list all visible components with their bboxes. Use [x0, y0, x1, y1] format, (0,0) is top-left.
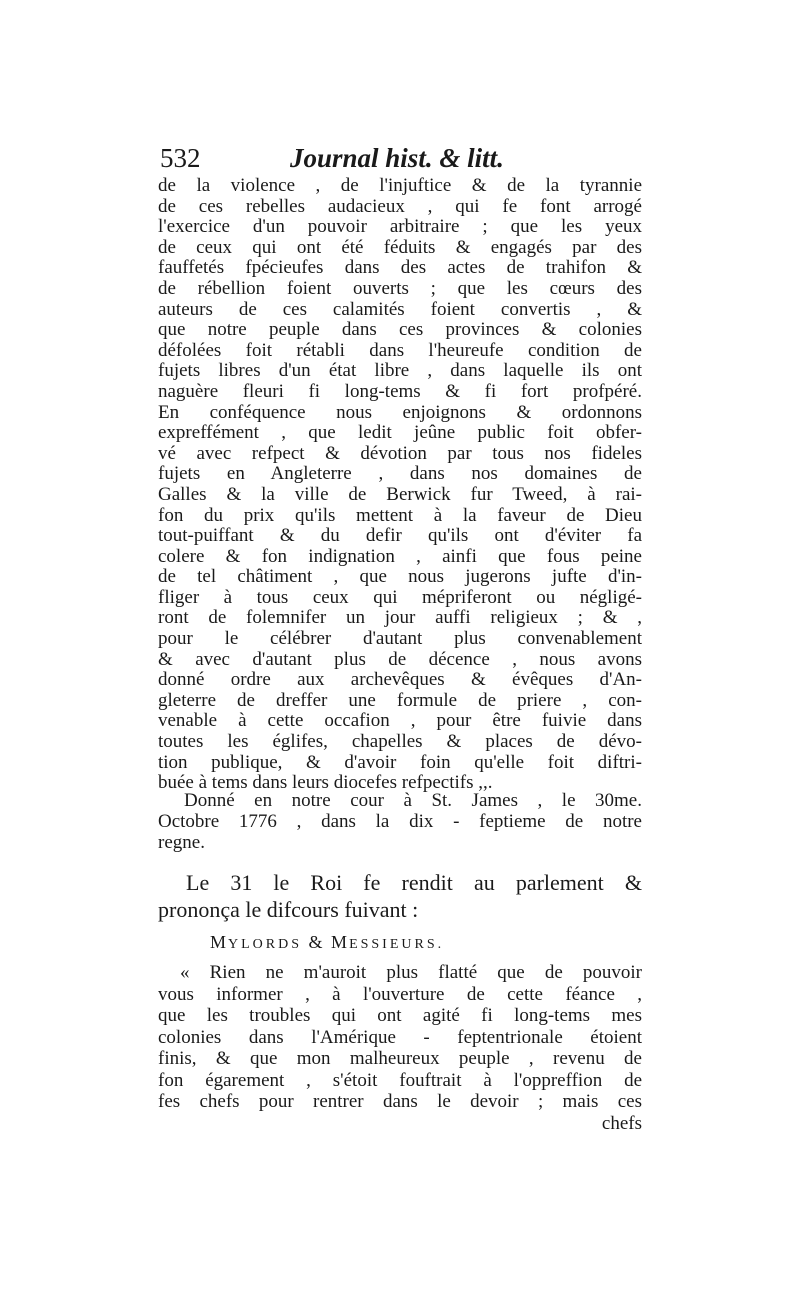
- text-line: buée à tems dans leurs diocefes refpectifs ,,.: [158, 773, 493, 794]
- paragraph-speech: [158, 962, 642, 1134]
- text-line: de tel châtiment , que nous jugerons jufte d'in-: [158, 567, 642, 588]
- salutation-word: YLORDS: [228, 937, 303, 952]
- salutation-ampersand: &: [308, 932, 325, 952]
- text-line: ront de folemnifer un jour auffi religieux ; & ,: [158, 608, 642, 629]
- page-header: [160, 140, 640, 176]
- text-line: fon égarement , s'étoit fouftrait à l'oppreffion de: [158, 1069, 642, 1091]
- text-line: Octobre 1776 , dans la dix - feptieme de notre: [158, 811, 642, 832]
- text-line: fes chefs pour rentrer dans le devoir ; mais ces: [158, 1091, 642, 1112]
- catchword: chefs: [601, 1112, 642, 1134]
- text-line: naguère fleuri fi long-tems & fi fort profpéré.: [158, 381, 642, 402]
- paragraph-date: [158, 790, 642, 853]
- text-line: « Rien ne m'auroit plus flatté que de pouvoir: [180, 962, 642, 983]
- text-line: donné ordre aux archevêques & évêques d'An-: [158, 670, 642, 691]
- text-line: fliger à tous ceux qui mépriferont ou négligé-: [158, 587, 642, 608]
- running-head: Journal hist. & litt.: [290, 143, 504, 173]
- text-line: fauffetés fpécieufes dans des actes de trahifon &: [158, 258, 642, 279]
- salutation-word: ESSIEURS.: [349, 937, 445, 952]
- text-line: Le 31 le Roi fe rendit au parlement &: [186, 870, 642, 895]
- text-line: que les troubles qui ont agité fi long-tems mes: [158, 1005, 642, 1026]
- speech-salutation: [210, 932, 444, 955]
- salutation-initial: M: [331, 932, 350, 952]
- text-line: finis, & que mon malheureux peuple , revenu de: [158, 1048, 642, 1069]
- text-line: gleterre de dreffer une formule de priere , con-: [158, 690, 642, 711]
- paragraph-proclamation: [158, 176, 642, 794]
- text-line: Galles & la ville de Berwick fur Tweed, à rai-: [158, 484, 642, 505]
- text-line: de ceux qui ont été féduits & engagés par des: [158, 237, 642, 258]
- salutation-initial: M: [210, 932, 229, 952]
- text-line: auteurs de ces calamités foient convertis , &: [158, 299, 642, 320]
- text-line: que notre peuple dans ces provinces & colonies: [158, 320, 642, 341]
- text-line: & avec d'autant plus de décence , nous avons: [158, 649, 642, 670]
- text-line: regne.: [158, 832, 205, 853]
- text-line: de la violence , de l'injuftice & de la tyrannie: [158, 176, 642, 196]
- text-line: expreffément , que ledit jeûne public foit obfer-: [158, 423, 642, 444]
- text-line: tout-puiffant & du defir qu'ils ont d'éviter fa: [158, 526, 642, 547]
- text-line: vous informer , à l'ouverture de cette féance ,: [158, 983, 642, 1005]
- text-line: défolées foit rétabli dans l'heureufe condition de: [158, 340, 642, 361]
- text-line: fujets libres d'un état libre , dans laquelle ils ont: [158, 361, 642, 382]
- text-line: vé avec refpect & dévotion par tous nos fideles: [158, 443, 642, 464]
- page-number: 532: [160, 143, 201, 173]
- text-line: fujets en Angleterre , dans nos domaines de: [158, 464, 642, 485]
- text-line: l'exercice d'un pouvoir arbitraire ; que les yeux: [158, 217, 642, 238]
- paragraph-announcement: [158, 869, 642, 923]
- text-line: toutes les églifes, chapelles & places de dévo-: [158, 732, 642, 753]
- text-line: Donné en notre cour à St. James , le 30me.: [184, 790, 642, 811]
- text-line: En conféquence nous enjoignons & ordonnons: [158, 402, 642, 423]
- text-line: colonies dans l'Amérique - feptentrionale étoient: [158, 1026, 642, 1048]
- text-line: colere & fon indignation , ainfi que fous peine: [158, 546, 642, 567]
- text-line: prononça le difcours fuivant :: [158, 897, 419, 922]
- text-line: venable à cette occafion , pour être fuivie dans: [158, 711, 642, 732]
- text-line: pour le célébrer d'autant plus convenablement: [158, 629, 642, 650]
- text-line: tion publique, & d'avoir foin qu'elle foit diftri-: [158, 752, 642, 773]
- text-line: de ces rebelles audacieux , qui fe font arrogé: [158, 196, 642, 217]
- text-line: de rébellion foient ouverts ; que les cœurs des: [158, 278, 642, 299]
- text-line: fon du prix qu'ils mettent à la faveur de Dieu: [158, 505, 642, 526]
